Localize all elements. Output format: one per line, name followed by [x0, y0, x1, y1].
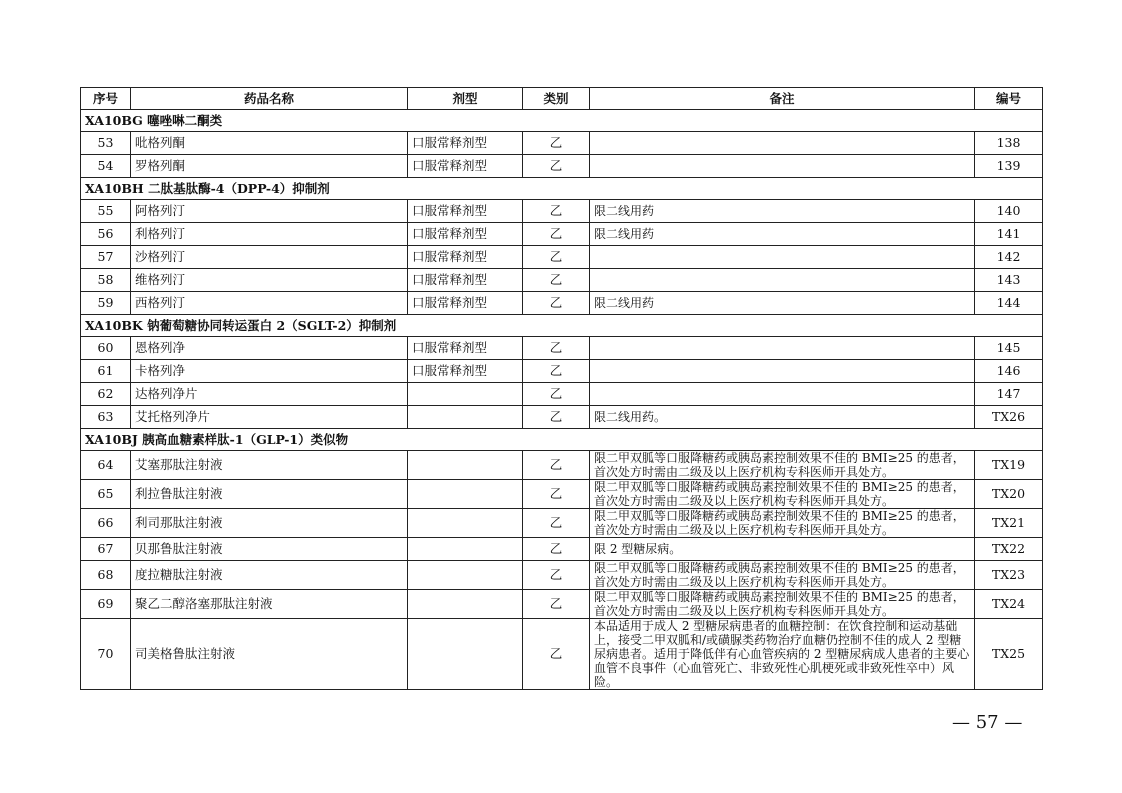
cell-code: 146: [975, 360, 1043, 383]
cell-code: 139: [975, 155, 1043, 178]
cell-drug-name: 聚乙二醇洛塞那肽注射液: [131, 590, 408, 619]
cell-drug-name: 艾托格列净片: [131, 406, 408, 429]
cell-seq: 68: [81, 561, 131, 590]
table-row: [81, 619, 1043, 690]
table-row: [81, 509, 1043, 538]
cell-dosage-form: 口服常释剂型: [408, 337, 523, 360]
cell-remarks: [590, 360, 975, 383]
table-row: [81, 246, 1043, 269]
cell-remarks: [590, 383, 975, 406]
cell-drug-name: 利司那肽注射液: [131, 509, 408, 538]
cell-dosage-form: [408, 383, 523, 406]
table-row: [81, 406, 1043, 429]
cell-category: 乙: [523, 360, 590, 383]
table-row: [81, 200, 1043, 223]
cell-remarks: 限二线用药: [590, 200, 975, 223]
cell-dosage-form: 口服常释剂型: [408, 155, 523, 178]
group-title: XA10BH 二肽基肽酶-4（DPP-4）抑制剂: [81, 178, 1043, 200]
drug-table: [80, 87, 1043, 690]
cell-dosage-form: 口服常释剂型: [408, 200, 523, 223]
cell-dosage-form: 口服常释剂型: [408, 246, 523, 269]
table-header-row: [81, 88, 1043, 110]
cell-category: 乙: [523, 509, 590, 538]
cell-seq: 61: [81, 360, 131, 383]
cell-code: 143: [975, 269, 1043, 292]
cell-category: 乙: [523, 223, 590, 246]
cell-remarks: [590, 246, 975, 269]
table-row: [81, 269, 1043, 292]
cell-code: 144: [975, 292, 1043, 315]
table-row: [81, 132, 1043, 155]
cell-code: TX23: [975, 561, 1043, 590]
cell-seq: 53: [81, 132, 131, 155]
cell-remarks: [590, 269, 975, 292]
table-row: [81, 337, 1043, 360]
cell-code: 140: [975, 200, 1043, 223]
cell-code: TX20: [975, 480, 1043, 509]
cell-drug-name: 卡格列净: [131, 360, 408, 383]
cell-category: 乙: [523, 538, 590, 561]
header-drug-name: 药品名称: [131, 88, 408, 110]
cell-drug-name: 恩格列净: [131, 337, 408, 360]
cell-seq: 66: [81, 509, 131, 538]
cell-remarks: 限二甲双胍等口服降糖药或胰岛素控制效果不佳的 BMI≥25 的患者，首次处方时需由二级及以上医疗机构专科医师开具处方。: [590, 561, 975, 590]
cell-dosage-form: 口服常释剂型: [408, 360, 523, 383]
cell-category: 乙: [523, 269, 590, 292]
cell-category: 乙: [523, 292, 590, 315]
group-title: XA10BG 噻唑啉二酮类: [81, 110, 1043, 132]
cell-seq: 60: [81, 337, 131, 360]
cell-dosage-form: [408, 538, 523, 561]
cell-drug-name: 沙格列汀: [131, 246, 408, 269]
cell-seq: 67: [81, 538, 131, 561]
cell-remarks: [590, 132, 975, 155]
cell-remarks: 限二甲双胍等口服降糖药或胰岛素控制效果不佳的 BMI≥25 的患者，首次处方时需由二级及以上医疗机构专科医师开具处方。: [590, 480, 975, 509]
cell-dosage-form: 口服常释剂型: [408, 223, 523, 246]
cell-drug-name: 西格列汀: [131, 292, 408, 315]
cell-remarks: 限 2 型糖尿病。: [590, 538, 975, 561]
page-number: — 57 —: [952, 712, 1023, 733]
cell-category: 乙: [523, 383, 590, 406]
cell-code: TX25: [975, 619, 1043, 690]
header-dosage-form: 剂型: [408, 88, 523, 110]
header-code: 编号: [975, 88, 1043, 110]
cell-drug-name: 司美格鲁肽注射液: [131, 619, 408, 690]
header-seq: 序号: [81, 88, 131, 110]
group-title: XA10BK 钠葡萄糖协同转运蛋白 2（SGLT-2）抑制剂: [81, 315, 1043, 337]
cell-seq: 62: [81, 383, 131, 406]
cell-category: 乙: [523, 619, 590, 690]
cell-category: 乙: [523, 561, 590, 590]
table-row: [81, 155, 1043, 178]
group-row: [81, 315, 1043, 337]
cell-category: 乙: [523, 246, 590, 269]
cell-code: 145: [975, 337, 1043, 360]
cell-code: 142: [975, 246, 1043, 269]
cell-drug-name: 艾塞那肽注射液: [131, 451, 408, 480]
cell-category: 乙: [523, 200, 590, 223]
cell-code: 141: [975, 223, 1043, 246]
cell-remarks: [590, 155, 975, 178]
cell-dosage-form: [408, 561, 523, 590]
header-remarks: 备注: [590, 88, 975, 110]
cell-code: TX19: [975, 451, 1043, 480]
cell-code: TX21: [975, 509, 1043, 538]
cell-code: TX22: [975, 538, 1043, 561]
cell-drug-name: 维格列汀: [131, 269, 408, 292]
cell-remarks: 限二甲双胍等口服降糖药或胰岛素控制效果不佳的 BMI≥25 的患者，首次处方时需由二级及以上医疗机构专科医师开具处方。: [590, 590, 975, 619]
table-row: [81, 480, 1043, 509]
cell-remarks: 限二甲双胍等口服降糖药或胰岛素控制效果不佳的 BMI≥25 的患者，首次处方时需由二级及以上医疗机构专科医师开具处方。: [590, 451, 975, 480]
cell-seq: 64: [81, 451, 131, 480]
cell-seq: 65: [81, 480, 131, 509]
table-body: [81, 110, 1043, 690]
cell-seq: 70: [81, 619, 131, 690]
cell-category: 乙: [523, 590, 590, 619]
cell-seq: 63: [81, 406, 131, 429]
cell-drug-name: 度拉糖肽注射液: [131, 561, 408, 590]
cell-seq: 55: [81, 200, 131, 223]
header-category: 类别: [523, 88, 590, 110]
cell-drug-name: 达格列净片: [131, 383, 408, 406]
group-row: [81, 178, 1043, 200]
cell-dosage-form: [408, 480, 523, 509]
cell-drug-name: 利格列汀: [131, 223, 408, 246]
cell-category: 乙: [523, 132, 590, 155]
cell-category: 乙: [523, 480, 590, 509]
cell-category: 乙: [523, 155, 590, 178]
cell-dosage-form: 口服常释剂型: [408, 269, 523, 292]
cell-remarks: 限二甲双胍等口服降糖药或胰岛素控制效果不佳的 BMI≥25 的患者，首次处方时需由二级及以上医疗机构专科医师开具处方。: [590, 509, 975, 538]
cell-remarks: 限二线用药: [590, 223, 975, 246]
table-row: [81, 292, 1043, 315]
table-row: [81, 538, 1043, 561]
cell-drug-name: 阿格列汀: [131, 200, 408, 223]
cell-seq: 57: [81, 246, 131, 269]
table-row: [81, 561, 1043, 590]
cell-category: 乙: [523, 337, 590, 360]
cell-remarks: 限二线用药。: [590, 406, 975, 429]
cell-dosage-form: [408, 590, 523, 619]
cell-seq: 58: [81, 269, 131, 292]
cell-code: TX24: [975, 590, 1043, 619]
cell-dosage-form: 口服常释剂型: [408, 292, 523, 315]
cell-drug-name: 罗格列酮: [131, 155, 408, 178]
cell-dosage-form: [408, 619, 523, 690]
table-row: [81, 223, 1043, 246]
cell-drug-name: 吡格列酮: [131, 132, 408, 155]
group-title: XA10BJ 胰高血糖素样肽-1（GLP-1）类似物: [81, 429, 1043, 451]
cell-drug-name: 利拉鲁肽注射液: [131, 480, 408, 509]
cell-category: 乙: [523, 451, 590, 480]
cell-dosage-form: 口服常释剂型: [408, 132, 523, 155]
cell-dosage-form: [408, 451, 523, 480]
table-row: [81, 590, 1043, 619]
group-row: [81, 110, 1043, 132]
table-row: [81, 360, 1043, 383]
cell-drug-name: 贝那鲁肽注射液: [131, 538, 408, 561]
cell-seq: 54: [81, 155, 131, 178]
cell-dosage-form: [408, 509, 523, 538]
cell-category: 乙: [523, 406, 590, 429]
cell-remarks: [590, 337, 975, 360]
cell-remarks: 限二线用药: [590, 292, 975, 315]
cell-code: 147: [975, 383, 1043, 406]
cell-dosage-form: [408, 406, 523, 429]
group-row: [81, 429, 1043, 451]
cell-seq: 59: [81, 292, 131, 315]
cell-seq: 69: [81, 590, 131, 619]
cell-seq: 56: [81, 223, 131, 246]
cell-code: TX26: [975, 406, 1043, 429]
cell-remarks: 本品适用于成人 2 型糖尿病患者的血糖控制：在饮食控制和运动基础上，接受二甲双胍和/或磺脲类药物治疗血糖仍控制不佳的成人 2 型糖尿病患者。适用于降低伴有心血管疾病的 2 型糖尿病成人患者的主要心血管不良事件（心血管死亡、非致死性心肌梗死或非致死性卒中）风险。: [590, 619, 975, 690]
table-row: [81, 451, 1043, 480]
table-row: [81, 383, 1043, 406]
cell-code: 138: [975, 132, 1043, 155]
